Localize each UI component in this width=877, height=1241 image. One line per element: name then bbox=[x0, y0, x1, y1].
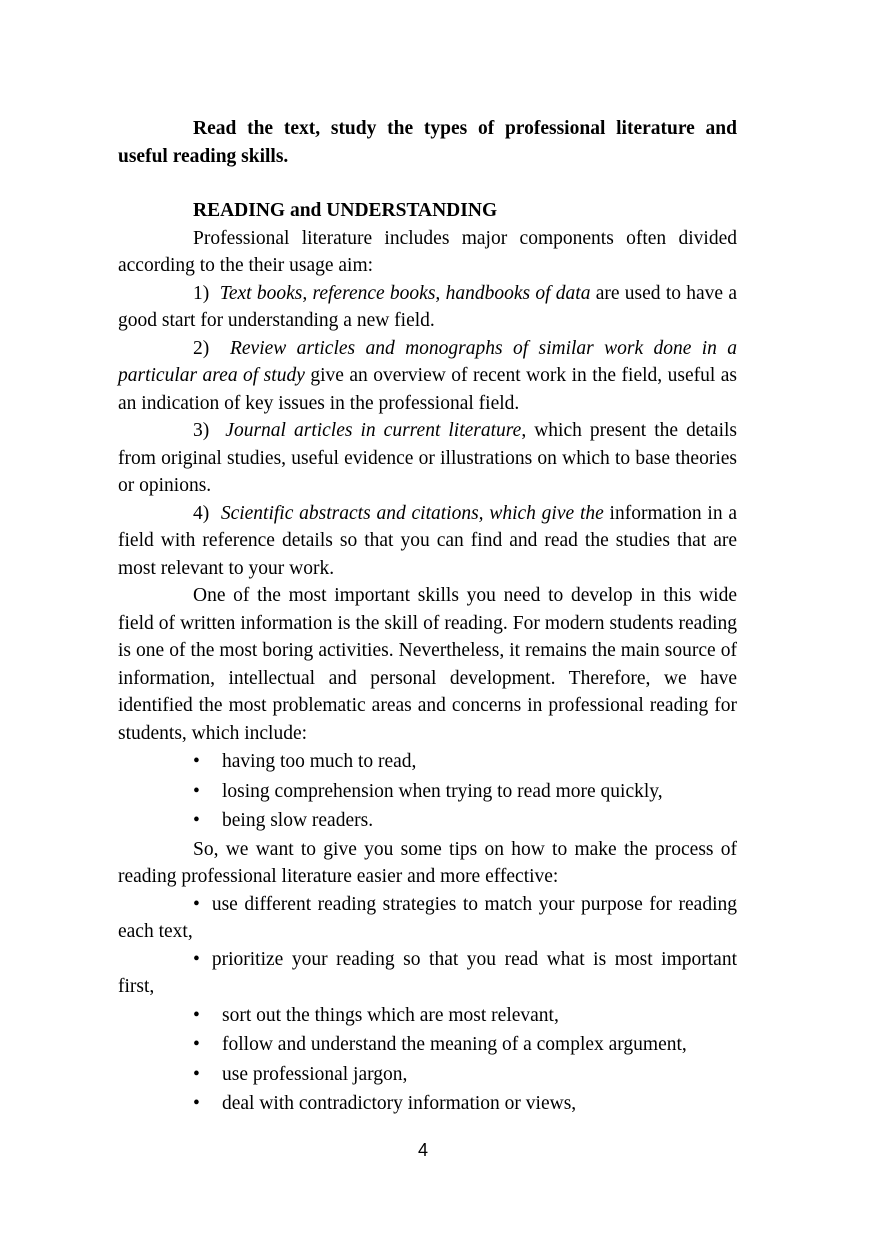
component-description: information in a field with reference details so that you can find and read the studies that are most relevant to your work. bbox=[118, 502, 738, 579]
component-number: 1) bbox=[193, 282, 210, 304]
list-item: • use professional jargon, bbox=[118, 1060, 737, 1090]
component-number: 4) bbox=[193, 502, 210, 524]
list-item: • having too much to read, bbox=[118, 747, 737, 777]
tip-item-1 bbox=[118, 891, 737, 946]
tip-text: prioritize your reading so that you read what is most important first, bbox=[118, 948, 737, 997]
spacer bbox=[118, 170, 737, 197]
component-title: Text books, reference books, handbooks of data bbox=[219, 282, 591, 304]
page-number: 4 bbox=[417, 1140, 428, 1160]
problems-list bbox=[118, 747, 737, 836]
section-heading: READING and UNDERSTANDING bbox=[193, 200, 498, 221]
intro-paragraph: Professional literature includes major components often divided according to the their usage aim: bbox=[118, 227, 737, 276]
list-item: • follow and understand the meaning of a complex argument, bbox=[118, 1030, 737, 1060]
component-description: give an overview of recent work in the field, useful as an indication of key issues in the professional field. bbox=[118, 365, 738, 414]
tips-intro: So, we want to give you some tips on how to make the process of reading professional literature easier and more effective: bbox=[118, 838, 737, 887]
component-title: Review articles and monographs of similar work done in a particular area of study bbox=[118, 337, 737, 386]
component-number: 3) bbox=[193, 420, 210, 441]
list-item: • being slow readers. bbox=[118, 806, 737, 836]
list-item: • sort out the things which are most relevant, bbox=[118, 1001, 737, 1031]
bullet-icon: • bbox=[193, 893, 200, 915]
skills-paragraph: One of the most important skills you need to develop in this wide field of written information is the skill of reading. For modern students reading is one of the most boring activities. Nevertheless, it remains the main source of information, intellectual and personal development. Therefore, we have identified the most problematic areas and concerns in professional reading for students, which include: bbox=[118, 585, 737, 744]
component-item-1 bbox=[118, 280, 737, 335]
list-item: • losing comprehension when trying to read more quickly, bbox=[118, 777, 737, 807]
component-number: 2) bbox=[193, 337, 210, 359]
document-body bbox=[118, 115, 737, 1119]
component-item-4 bbox=[118, 500, 737, 583]
component-item-3 bbox=[118, 417, 737, 500]
component-title: Scientific abstracts and citations, which give the bbox=[220, 502, 604, 524]
bullet-icon: • bbox=[193, 948, 200, 970]
instruction-text: Read the text, study the types of professional literature and useful reading skills. bbox=[118, 118, 737, 167]
component-item-2 bbox=[118, 335, 737, 418]
tips-list bbox=[118, 1001, 737, 1119]
tip-item-2 bbox=[118, 946, 737, 1001]
component-description: are used to have a good start for understanding a new field. bbox=[118, 282, 737, 331]
tip-text: use different reading strategies to match your purpose for reading each text, bbox=[118, 893, 737, 942]
component-title: Journal articles in current literature bbox=[225, 420, 522, 441]
component-description: , which present the details from original studies, useful evidence or illustrations on which to base theories or opinions. bbox=[118, 420, 737, 496]
list-item: • deal with contradictory information or views, bbox=[118, 1089, 737, 1119]
